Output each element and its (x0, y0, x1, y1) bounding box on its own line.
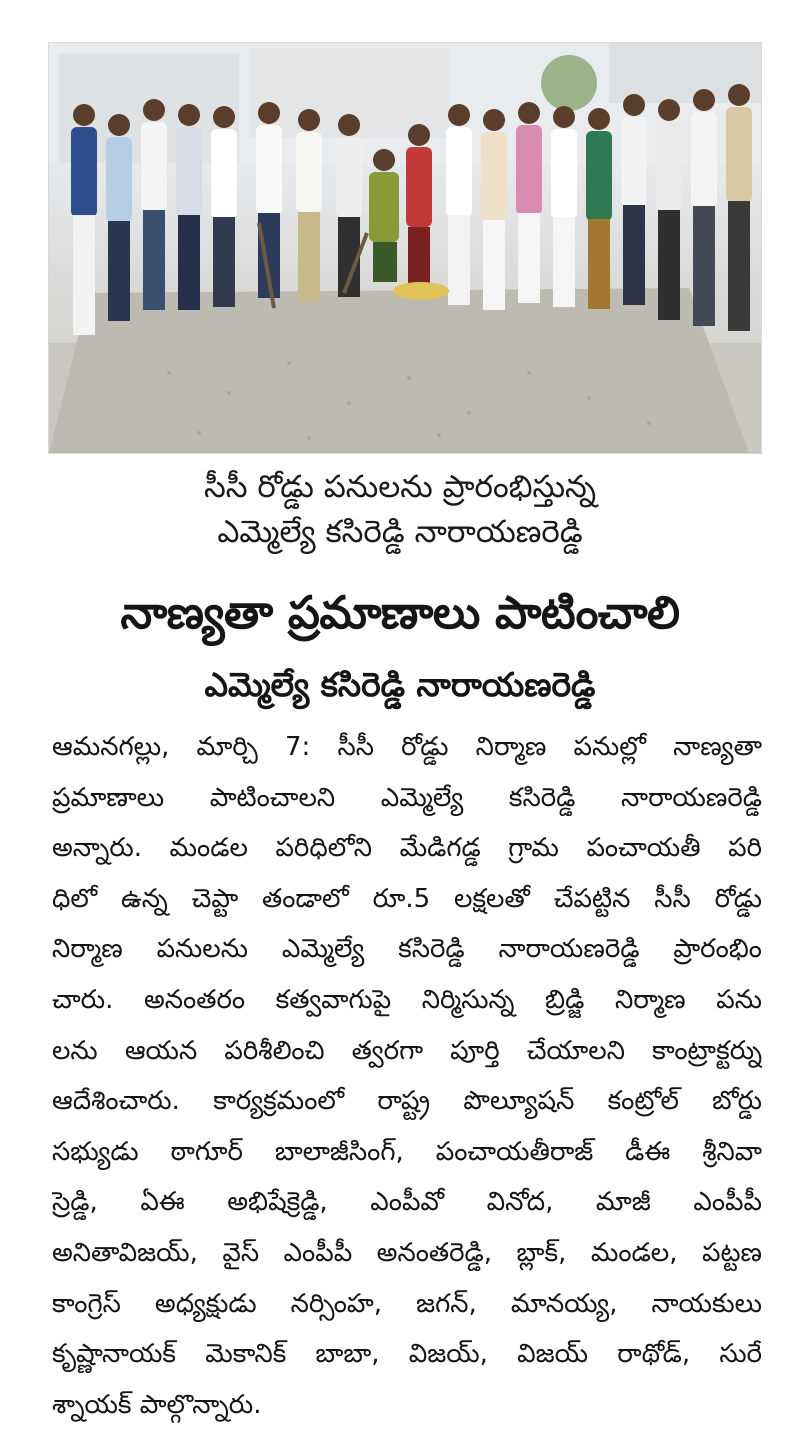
body-line: చారు. అనంతరం కత్వవాగుపై నిర్మిసున్న బ్రిడ్జి నిర్మాణ పను (52, 984, 762, 1015)
body-line: నిర్మాణ పనులను ఎమ్మెల్యే కసిరెడ్డి నారాయణరెడ్డి ప్రారంభిం (52, 934, 762, 965)
article-subheadline: ఎమ్మెల్యే కసిరెడ్డి నారాయణరెడ్డి (204, 665, 596, 704)
body-line: ఆమనగల్లు, మార్చి 7: సీసీ రోడ్డు నిర్మాణ పనుల్లో నాణ్యతా (52, 732, 762, 762)
body-line: ధిలో ఉన్న చెప్టా తండాలో రూ.5 లక్షలతో చేపట్టిన సీసీ రోడ్డు (52, 883, 762, 914)
body-line: లను ఆయన పరిశీలించి త్వరగా పూర్తి చేయాలని కాంట్రాక్టర్ను (52, 1035, 762, 1066)
body-line: స్రెడ్డి, ఏఈ అభిషేక్రెడ్డి, ఎంపీవో వినోద, మాజీ ఎంపీపీ (52, 1187, 762, 1218)
body-line: ప్రమాణాలు పాటించాలని ఎమ్మెల్యే కసిరెడ్డి నారాయణరెడ్డి (52, 782, 762, 813)
body-line: కృష్ణానాయక్ మెకానిక్ బాబా, విజయ్, విజయ్ రాథోడ్, సురే (52, 1339, 762, 1370)
body-line: కాంగ్రెస్ అధ్యక్షుడు నర్సింహ, జగన్, మానయ్య, నాయకులు (52, 1288, 762, 1319)
article-headline: నాణ్యతా ప్రమాణాలు పాటించాలి (120, 586, 680, 639)
photo-caption-line-2: ఎమ్మెల్యే కసిరెడ్డి నారాయణరెడ్డి (217, 514, 583, 550)
body-line: అన్నారు. మండల పరిధిలోని మేడిగడ్డ గ్రామ పంచాయతీ పరి (52, 833, 762, 864)
body-line: సభ్యుడు ఠాగూర్ బాలాజీసింగ్, పంచాయతీరాజ్ డీఈ శ్రీనివా (52, 1136, 762, 1167)
photo-icon (49, 43, 761, 453)
body-line: శ్నాయక్ పాల్గొన్నారు. (52, 1389, 262, 1420)
photo-caption-line-1: సీసీ రోడ్డు పనులను ప్రారంభిస్తున్న (203, 469, 597, 505)
article-body (52, 722, 762, 1430)
body-line: ఆదేశించారు. కార్యక్రమంలో రాష్ట్ర పొల్యూషన్ కంట్రోల్ బోర్డు (52, 1086, 762, 1117)
news-photo (48, 42, 762, 454)
body-line: అనితావిజయ్, వైస్ ఎంపీపీ అనంతరెడ్డి, బ్లాక్, మండల, పట్టణ (52, 1237, 762, 1268)
